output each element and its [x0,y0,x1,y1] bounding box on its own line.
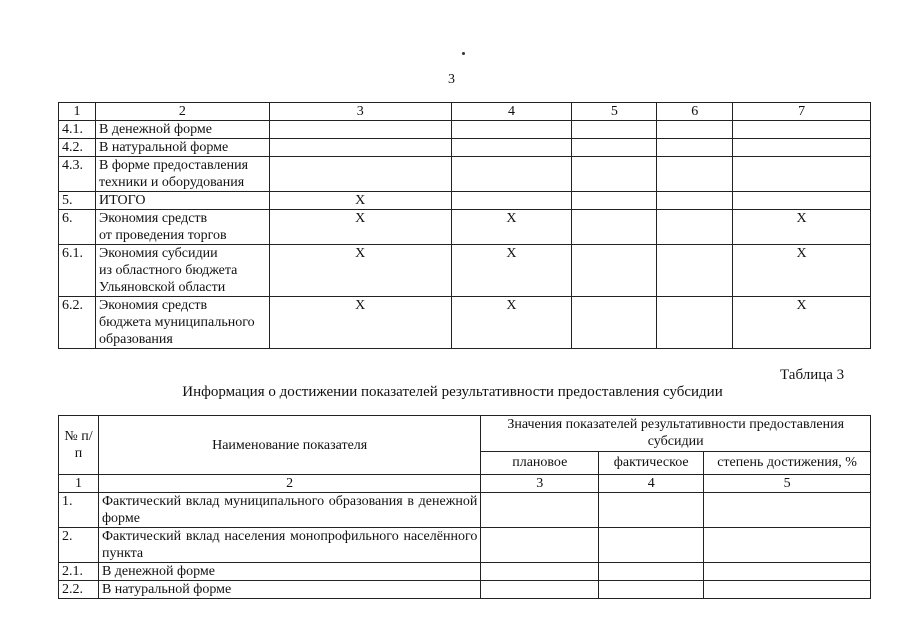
column-number: 4 [451,103,572,121]
column-number: 2 [95,103,269,121]
cell [657,192,733,210]
column-number: 1 [59,103,96,121]
cell [657,139,733,157]
cell [572,210,657,245]
row-name-line: Экономия средств [98,211,208,226]
row-number: 2.2. [59,581,99,599]
page-number: 3 [448,72,455,87]
cell [572,139,657,157]
cell [657,157,733,192]
cell [704,493,871,528]
results-table [58,415,871,599]
cell: X [733,245,871,297]
scan-speck [462,52,465,55]
column-number: 3 [481,475,599,493]
table-header-row [59,103,871,121]
cell: X [733,297,871,349]
row-name-line: Экономия средств [98,298,208,313]
header-planned: плановое [481,451,599,474]
table-row [59,493,871,528]
cell [657,121,733,139]
column-number: 2 [98,475,480,493]
cell [269,139,451,157]
column-number: 6 [657,103,733,121]
row-name-line: Экономия субсидии [98,246,218,261]
row-name [95,297,269,349]
header-degree: степень достижения, % [704,451,871,474]
cell: X [269,192,451,210]
row-name-line: В денежной форме [98,122,212,137]
cell: X [451,210,572,245]
row-number: 2.1. [59,563,99,581]
row-name [95,210,269,245]
row-name-line: В форме предоставления [98,158,249,173]
cell [481,581,599,599]
cell [572,297,657,349]
row-name-line: техники и оборудования [98,175,245,190]
cell [657,245,733,297]
row-number: 1. [59,493,99,528]
row-name [95,157,269,192]
budget-table [58,102,871,349]
row-number: 6. [59,210,96,245]
column-number: 4 [599,475,704,493]
cell: X [451,297,572,349]
table-row [59,139,871,157]
cell: X [269,210,451,245]
column-number: 5 [704,475,871,493]
header-actual: фактическое [599,451,704,474]
cell: X [451,245,572,297]
row-name-line: бюджета муниципального [98,315,255,330]
cell [599,581,704,599]
cell [572,245,657,297]
cell [704,581,871,599]
cell [657,210,733,245]
cell [733,139,871,157]
table-row [59,157,871,192]
row-name-line: из областного бюджета [98,263,238,278]
row-number: 6.2. [59,297,96,349]
row-name-line: образования [98,332,173,347]
row-number: 4.3. [59,157,96,192]
row-name-line: В натуральной форме [98,140,229,155]
cell: X [269,245,451,297]
row-name-line: от проведения торгов [98,228,227,243]
cell: X [269,297,451,349]
table-row [59,121,871,139]
cell [733,157,871,192]
row-name-line: ИТОГО [98,193,146,208]
header-name: Наименование показателя [98,416,480,475]
cell [481,493,599,528]
cell [733,192,871,210]
cell [451,139,572,157]
table-row [59,581,871,599]
cell: X [733,210,871,245]
row-name: Фактический вклад населения монопрофильного населённого пункта [98,528,480,563]
table-row [59,297,871,349]
header-values-group: Значения показателей результативности предоставления субсидии [481,416,871,452]
row-number: 2. [59,528,99,563]
cell [572,121,657,139]
header-num: № п/п [59,416,99,475]
column-number: 5 [572,103,657,121]
cell [451,157,572,192]
table-number-row [59,475,871,493]
cell [481,563,599,581]
row-name [95,121,269,139]
cell [599,493,704,528]
table-row [59,245,871,297]
table-row [59,563,871,581]
cell [269,157,451,192]
table-title: Информация о достижении показателей результативности предоставления субсидии [182,384,723,400]
cell [704,528,871,563]
column-number: 1 [59,475,99,493]
cell [599,528,704,563]
table-caption: Таблица 3 [780,367,845,383]
row-name: В денежной форме [98,563,480,581]
cell [451,121,572,139]
cell [657,297,733,349]
cell [704,563,871,581]
cell [269,121,451,139]
cell [599,563,704,581]
row-name-line: Ульяновской области [98,280,226,295]
row-number: 6.1. [59,245,96,297]
row-name [95,139,269,157]
row-number: 4.1. [59,121,96,139]
column-number: 7 [733,103,871,121]
cell [733,121,871,139]
table-header-row [59,416,871,452]
table-row [59,210,871,245]
row-name [95,245,269,297]
cell [481,528,599,563]
table-row [59,528,871,563]
row-name [95,192,269,210]
cell [451,192,572,210]
cell [572,157,657,192]
row-name: Фактический вклад муниципального образования в денежной форме [98,493,480,528]
row-number: 5. [59,192,96,210]
cell [572,192,657,210]
row-name: В натуральной форме [98,581,480,599]
table-row [59,192,871,210]
column-number: 3 [269,103,451,121]
row-number: 4.2. [59,139,96,157]
